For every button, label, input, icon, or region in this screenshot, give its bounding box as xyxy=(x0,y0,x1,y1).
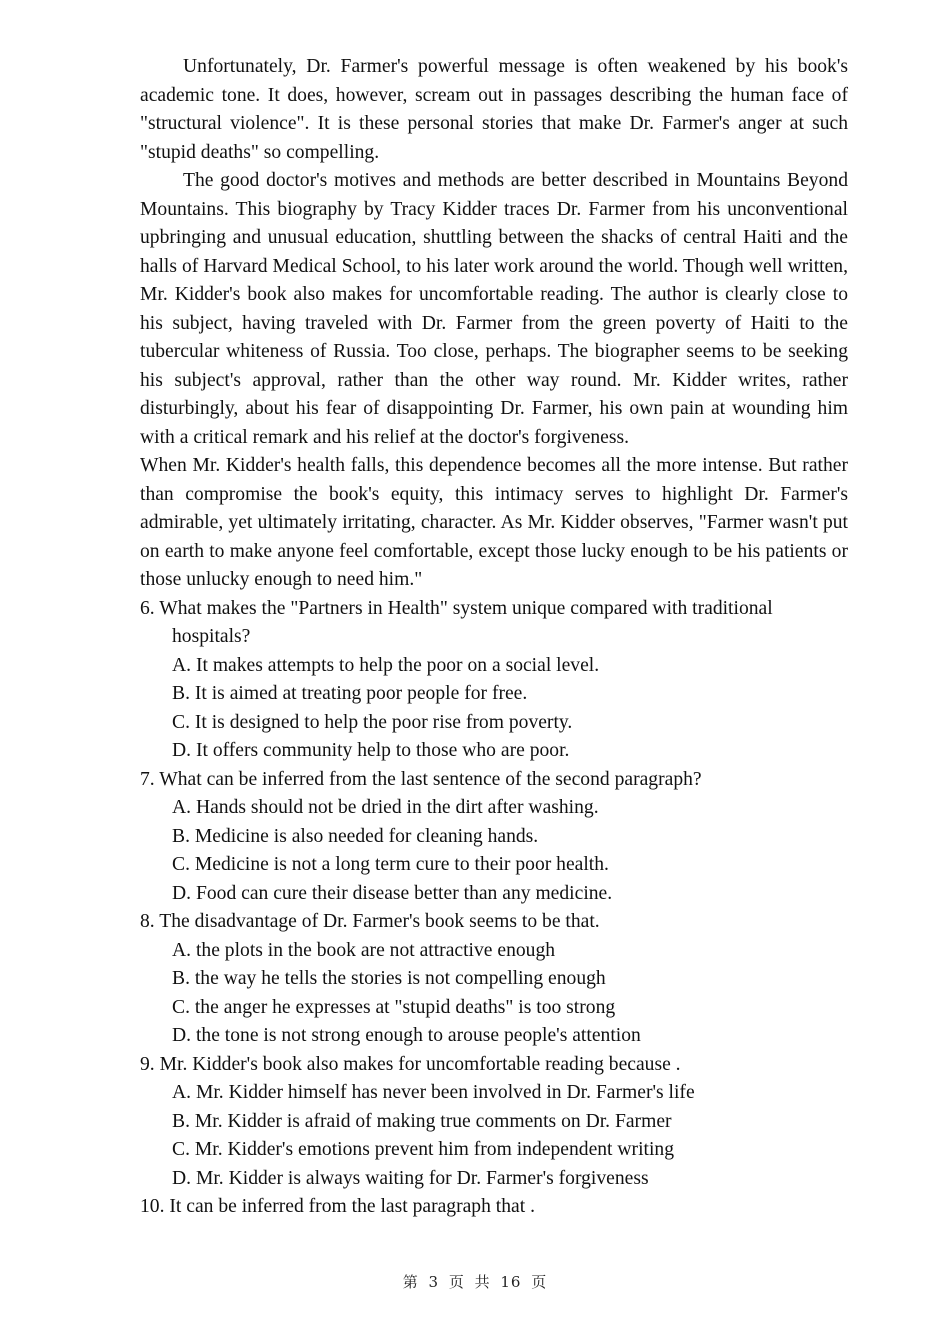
question-stem: 6. What makes the "Partners in Health" system unique compared with traditional hospitals? xyxy=(140,597,773,647)
option-b: B. the way he tells the stories is not compelling enough xyxy=(172,968,606,989)
question-8 xyxy=(140,908,848,1051)
question-list xyxy=(140,595,848,1222)
question-10 xyxy=(140,1193,848,1222)
page-number-footer: 第 3 页 共 16 页 xyxy=(402,1273,548,1291)
question-7 xyxy=(140,766,848,909)
question-6 xyxy=(140,595,848,766)
option-d: D. Mr. Kidder is always waiting for Dr. Farmer's forgiveness xyxy=(172,1167,649,1189)
passage-paragraph-2: The good doctor's motives and methods are better described in Mountains Beyond Mountains. This biography by Tracy Kidder traces Dr. Farmer from his unconventional upbringing and unusual education, shuttling between the shacks of central Haiti and the halls of Harvard Medical School, to his later work around the world. Though well written, Mr. Kidder's book also makes for uncomfortable reading. The author is clearly close to his subject, having traveled with Dr. Farmer from the green poverty of Haiti to the tubercular whiteness of Russia. Too close, perhaps. The biographer seems to be seeking his subject's approval, rather than the other way round. Mr. Kidder writes, rather disturbingly, about his fear of disappointing Dr. Farmer, his own pain at wounding him with a critical remark and his relief at the doctor's forgiveness. xyxy=(140,170,848,448)
question-9 xyxy=(140,1051,848,1194)
option-c: C. the anger he expresses at "stupid deaths" is too strong xyxy=(172,996,616,1018)
option-c: C. Mr. Kidder's emotions prevent him from independent writing xyxy=(172,1139,675,1160)
option-d: D. the tone is not strong enough to arouse people's attention xyxy=(172,1025,641,1046)
option-d: D. It offers community help to those who are poor. xyxy=(172,740,570,761)
option-a: A. the plots in the book are not attractive enough xyxy=(172,939,556,961)
option-c: C. Medicine is not a long term cure to their poor health. xyxy=(172,854,609,875)
question-stem: 9. Mr. Kidder's book also makes for uncomfortable reading because . xyxy=(140,1053,681,1075)
passage-paragraph-3: When Mr. Kidder's health falls, this dependence becomes all the more intense. But rather than compromise the book's equity, this intimacy serves to highlight Dr. Farmer's admirable, yet ultimately irritating, character. As Mr. Kidder observes, "Farmer wasn't put on earth to make anyone feel comfortable, except those lucky enough to be his patients or those unlucky enough to need him." xyxy=(140,455,848,590)
document-page xyxy=(140,53,848,1222)
question-stem: 8. The disadvantage of Dr. Farmer's book seems to be that. xyxy=(140,911,600,932)
option-b: B. It is aimed at treating poor people for free. xyxy=(172,683,528,704)
reading-passage xyxy=(140,53,848,595)
question-stem: 7. What can be inferred from the last sentence of the second paragraph? xyxy=(140,768,702,790)
option-c: C. It is designed to help the poor rise from poverty. xyxy=(172,711,573,733)
option-b: B. Medicine is also needed for cleaning hands. xyxy=(172,825,539,847)
passage-paragraph-1: Unfortunately, Dr. Farmer's powerful message is often weakened by his book's academic tone. It does, however, scream out in passages describing the human face of "structural violence". It is these personal stories that make Dr. Farmer's anger at such "stupid deaths" so compelling. xyxy=(140,56,848,163)
question-stem: 10. It can be inferred from the last paragraph that . xyxy=(140,1196,535,1217)
option-d: D. Food can cure their disease better than any medicine. xyxy=(172,882,613,904)
option-a: A. Hands should not be dried in the dirt after washing. xyxy=(172,797,599,818)
option-a: A. It makes attempts to help the poor on a social level. xyxy=(172,654,600,676)
option-a: A. Mr. Kidder himself has never been involved in Dr. Farmer's life xyxy=(172,1082,695,1103)
option-b: B. Mr. Kidder is afraid of making true comments on Dr. Farmer xyxy=(172,1110,672,1132)
